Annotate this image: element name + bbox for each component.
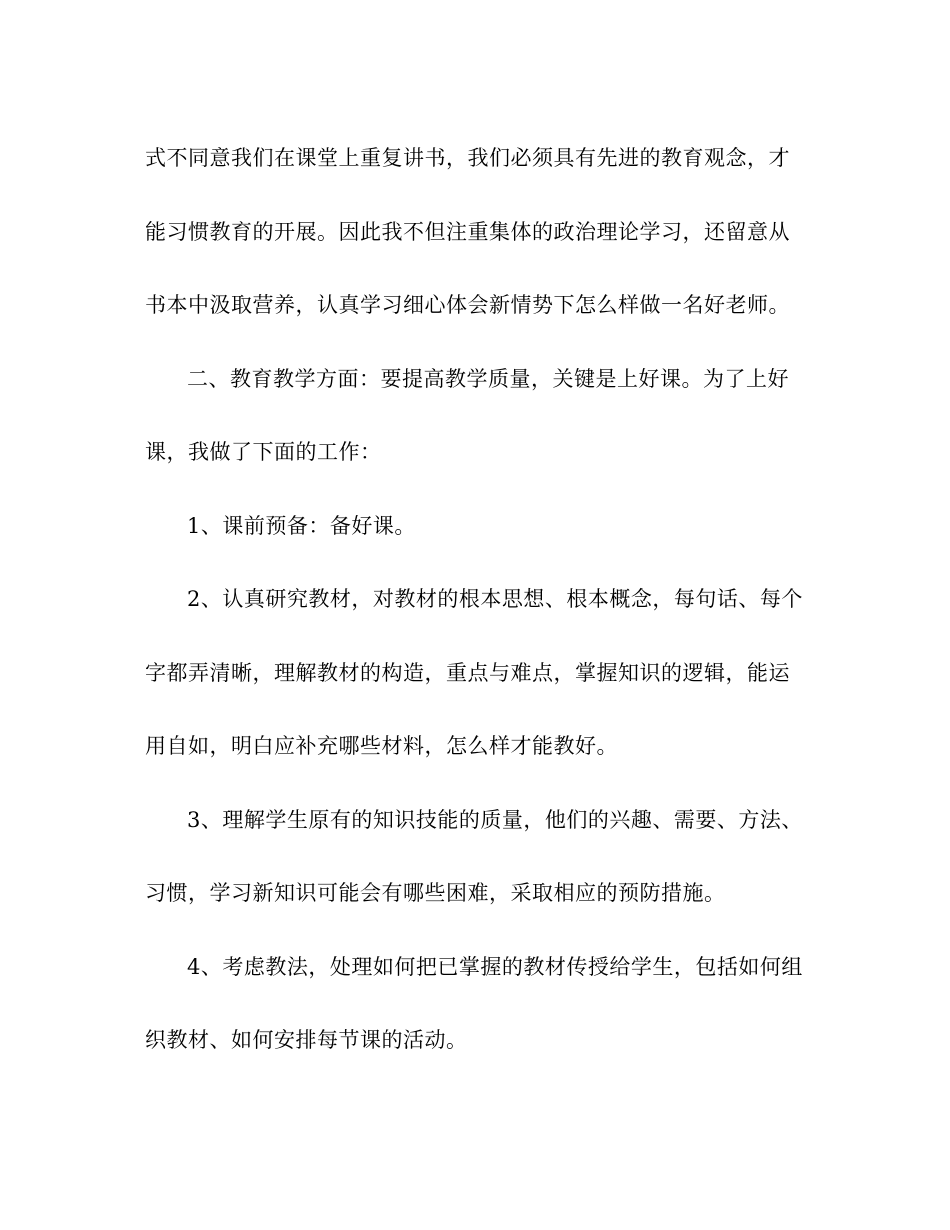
text-line: 课，我做了下面的工作： [145, 440, 382, 464]
text-line: 3、理解学生原有的知识技能的质量，他们的兴趣、需要、方法、 [187, 807, 803, 832]
text-line: 习惯，学习新知识可能会有哪些困难，采取相应的预防措施。 [145, 881, 726, 905]
text-line: 二、教育教学方面：要提高教学质量，关键是上好课。为了上好 [187, 366, 789, 391]
text-line: 用自如，明白应补充哪些材料，怎么样才能教好。 [145, 734, 618, 758]
text-line: 能习惯教育的开展。因此我不但注重集体的政治理论学习，还留意从 [145, 219, 790, 244]
text-line: 1、课前预备：备好课。 [187, 513, 416, 538]
text-line: 2、认真研究教材，对教材的根本思想、根本概念，每句话、每个 [187, 587, 803, 611]
text-line: 4、考虑教法，处理如何把已掌握的教材传授给学生，包括如何组 [187, 954, 803, 979]
text-line: 字都弄清晰，理解教材的构造，重点与难点，掌握知识的逻辑，能运 [145, 660, 790, 685]
text-line: 书本中汲取营养，认真学习细心体会新情势下怎么样做一名好老师。 [145, 293, 790, 317]
text-line: 式不同意我们在课堂上重复讲书，我们必须具有先进的教育观念，才 [145, 146, 790, 170]
document-body [145, 135, 815, 1091]
text-line: 织教材、如何安排每节课的活动。 [145, 1028, 468, 1052]
